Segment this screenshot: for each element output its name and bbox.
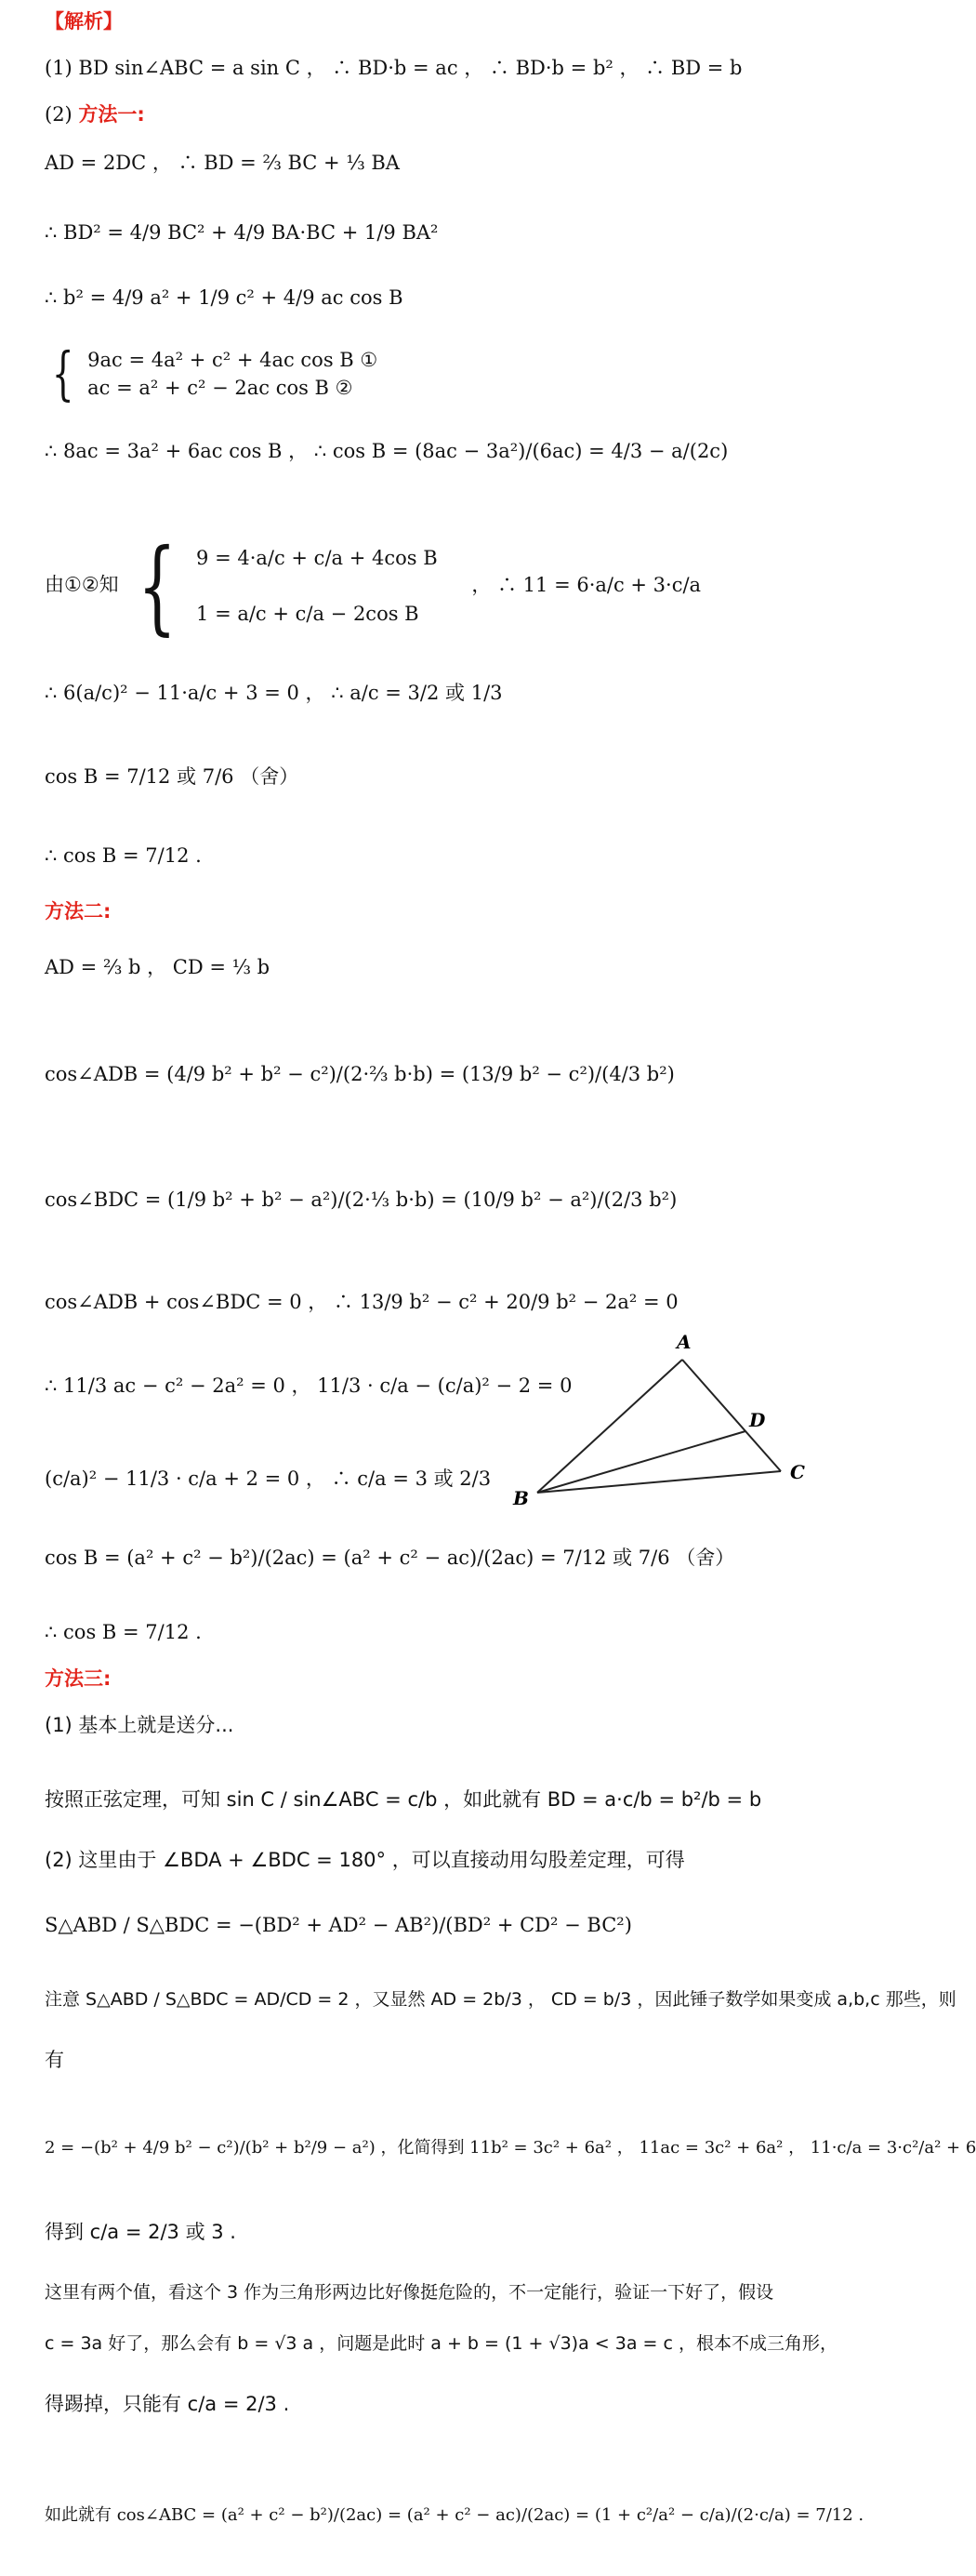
m1-system-2: 由①②知 { 9 = 4·a/c + c/a + 4cos B 1 = a/c + c/a − 2cos B ， ∴ 11 = 6·a/c + 3·c/a xyxy=(45,526,702,645)
m2-line-cosB: cos B = (a² + c² − b²)/(2ac) = (a² + c² − ac)/(2ac) = 7/12 或 7/6 （舍） xyxy=(45,1547,735,1569)
m3-line-5: 注意 S△ABD / S△BDC = AD/CD = 2 ，又显然 AD = 2b/3 ， CD = b/3 ，因此锤子数学如果变成 a,b,c 那些，则 xyxy=(45,1989,956,2010)
analysis-title: 【解析】 xyxy=(45,10,123,33)
m2-line-eq: ∴ 11/3 ac − c² − 2a² = 0 ， 11/3 · c/a − (c/a)² − 2 = 0 xyxy=(45,1374,573,1397)
m1-line-candidates: cos B = 7/12 或 7/6 （舍） xyxy=(45,765,299,788)
m1-eq-1: 9ac = 4a² + c² + 4ac cos B ① xyxy=(87,349,378,371)
method1-heading xyxy=(45,100,145,128)
m3-line-12: 如此就有 cos∠ABC = (a² + c² − b²)/(2ac) = (a² + c² − ac)/(2ac) = (1 + c²/a² − c/a)/(2·c/a) = 7/12 . xyxy=(45,2505,864,2525)
m2-line-sum: cos∠ADB + cos∠BDC = 0 ， ∴ 13/9 b² − c² + 20/9 b² − 2a² = 0 xyxy=(45,1291,679,1313)
method3-heading: 方法三: xyxy=(45,1667,112,1690)
m3-line-11: 得踢掉，只能有 c/a = 2/3 . xyxy=(45,2393,290,2415)
triangle-figure xyxy=(502,1311,837,1525)
m2-line-cosBDC: cos∠BDC = (1/9 b² + b² − a²)/(2·⅓ b·b) = (10/9 b² − a²)/(2/3 b²) xyxy=(45,1188,678,1211)
m3-line-7: 2 = −(b² + 4/9 b² − c²)/(b² + b²/9 − a²) ，化简得到 11b² = 3c² + 6a² ， 11ac = 3c² + 6a² ， 11·c/a = 3·c²/a² + 6 xyxy=(45,2138,976,2158)
vertex-D-label: D xyxy=(749,1409,766,1431)
m3-line-9: 这里有两个值，看这个 3 作为三角形两边比好像挺危险的，不一定能行，验证一下好了，假设 xyxy=(45,2282,774,2303)
m3-line-2: 按照正弦定理，可知 sin C / sin∠ABC = c/b ，如此就有 BD = a·c/b = b²/b = b xyxy=(45,1788,762,1811)
m1-line-1: AD = 2DC ， ∴ BD = ⅔ BC + ⅓ BA xyxy=(45,152,400,174)
m1-line-quadratic: ∴ 6(a/c)² − 11·a/c + 3 = 0 ， ∴ a/c = 3/2 或 1/3 xyxy=(45,682,503,704)
m1-line-2: ∴ BD² = 4/9 BC² + 4/9 BA·BC + 1/9 BA² xyxy=(45,221,439,244)
m3-line-8: 得到 c/a = 2/3 或 3 . xyxy=(45,2221,236,2243)
vertex-A-label: A xyxy=(677,1331,692,1353)
m1-eq-5: ， ∴ 11 = 6·a/c + 3·c/a xyxy=(471,573,702,596)
m1-system-1: { 9ac = 4a² + c² + 4ac cos B ① ac = a² + c² − 2ac cos B ② xyxy=(51,339,378,407)
m1-eq-3: 9 = 4·a/c + c/a + 4cos B xyxy=(196,547,438,569)
part2-number: (2) xyxy=(45,103,79,126)
m1-line-result: ∴ cos B = 7/12 . xyxy=(45,844,202,867)
m3-line-4: S△ABD / S△BDC = −(BD² + AD² − AB²)/(BD² + CD² − BC²) xyxy=(45,1914,632,1936)
m3-line-6: 有 xyxy=(45,2049,64,2071)
m1-from-label: 由①②知 xyxy=(45,573,119,596)
m1-line-3: ∴ b² = 4/9 a² + 1/9 c² + 4/9 ac cos B xyxy=(45,286,403,309)
m3-line-10: c = 3a 好了，那么会有 b = √3 a ，问题是此时 a + b = (1 + √3)a < 3a = c ，根本不成三角形， xyxy=(45,2333,838,2354)
vertex-B-label: B xyxy=(513,1487,529,1509)
m3-line-1: (1) 基本上就是送分... xyxy=(45,1714,234,1736)
m2-line-quadratic: (c/a)² − 11/3 · c/a + 2 = 0 ， ∴ c/a = 3 或 2/3 xyxy=(45,1467,492,1490)
method2-heading: 方法二: xyxy=(45,900,112,923)
m2-line-1: AD = ⅔ b ， CD = ⅓ b xyxy=(45,956,270,978)
method1-label: 方法一: xyxy=(78,103,145,126)
m1-eq-2: ac = a² + c² − 2ac cos B ② xyxy=(87,377,353,399)
vertex-C-label: C xyxy=(790,1461,805,1483)
m2-line-result: ∴ cos B = 7/12 . xyxy=(45,1621,202,1643)
m2-line-cosADB: cos∠ADB = (4/9 b² + b² − c²)/(2·⅔ b·b) = (13/9 b² − c²)/(4/3 b²) xyxy=(45,1063,675,1085)
m1-line-cosB: ∴ 8ac = 3a² + 6ac cos B ， ∴ cos B = (8ac − 3a²)/(6ac) = 4/3 − a/(2c) xyxy=(45,440,729,462)
m1-eq-4: 1 = a/c + c/a − 2cos B xyxy=(196,603,419,625)
m3-line-3: (2) 这里由于 ∠BDA + ∠BDC = 180° ，可以直接动用勾股差定理，可得 xyxy=(45,1849,685,1871)
part1-line: (1) BD sin∠ABC = a sin C ， ∴ BD·b = ac ， ∴ BD·b = b² ， ∴ BD = b xyxy=(45,57,743,79)
